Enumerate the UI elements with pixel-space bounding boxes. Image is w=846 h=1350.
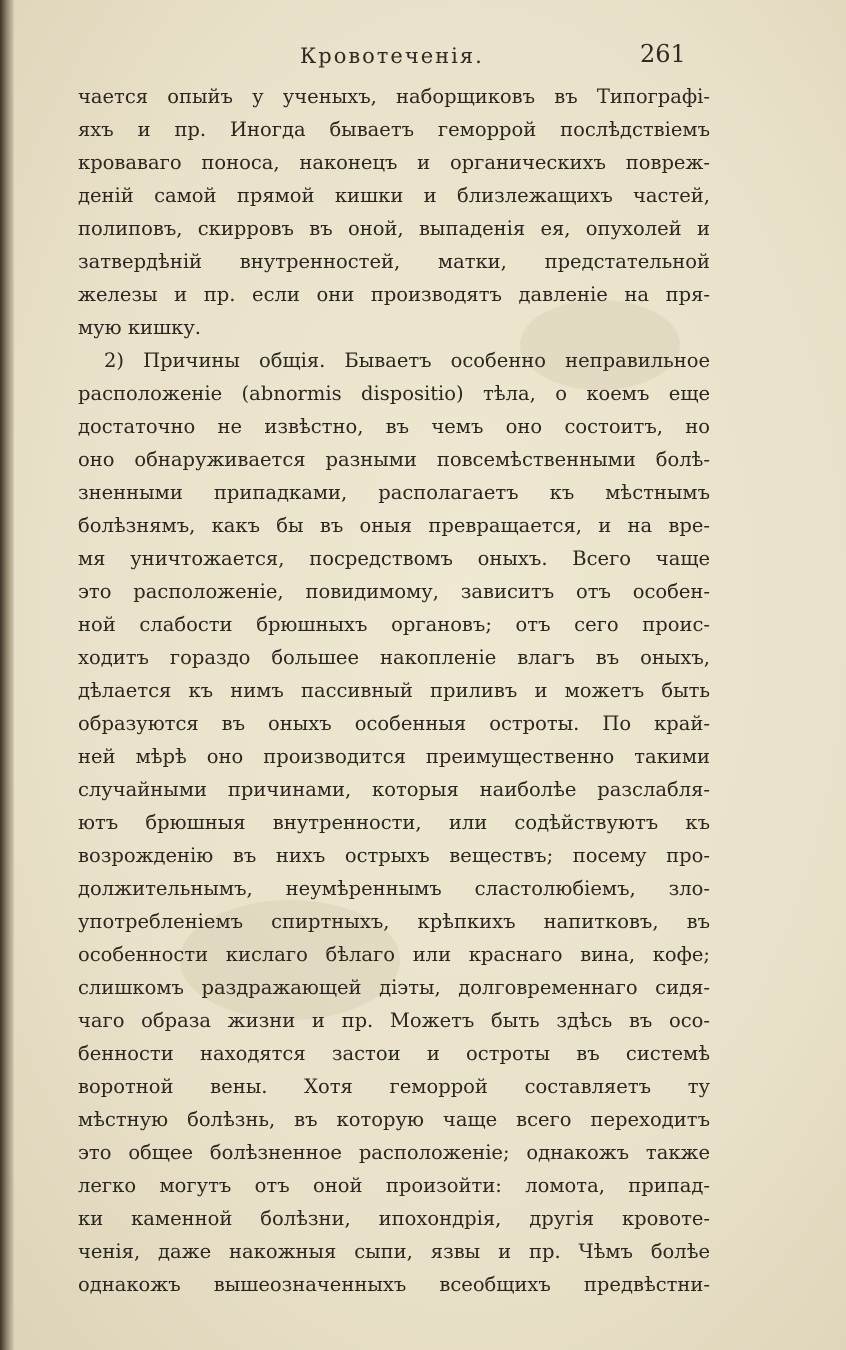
text-line: ной слабости брюшныхъ органовъ; отъ сего проис-	[78, 613, 710, 636]
text-line: слишкомъ раздражающей діэты, долговременнаго сидя-	[78, 976, 710, 999]
text-line: зненными припадками, располагаетъ къ мѣстнымъ	[78, 481, 710, 504]
text-line: случайными причинами, которыя наиболѣе разслабля-	[78, 778, 710, 801]
subsection-line: 2) Причины общія. Бываетъ особенно неправильное	[104, 349, 710, 372]
text-line: мѣстную болѣзнь, въ которую чаще всего переходитъ	[78, 1108, 710, 1131]
text-line: ки каменной болѣзни, ипохондрія, другія кровоте-	[78, 1207, 710, 1230]
text-line: деній самой прямой кишки и близлежащихъ частей,	[78, 184, 710, 207]
text-line: ченія, даже накожныя сыпи, язвы и пр. Чѣмъ болѣе	[78, 1240, 710, 1263]
text-line: это расположеніе, повидимому, зависитъ отъ особен-	[78, 580, 710, 603]
page-number: 261	[640, 40, 686, 68]
text-line: железы и пр. если они производятъ давленіе на пря-	[78, 283, 710, 306]
text-line: ней мѣрѣ оно производится преимущественно такими	[78, 745, 710, 768]
text-line: кроваваго поноса, наконецъ и органическихъ повреж-	[78, 151, 710, 174]
text-line: однакожъ вышеозначенныхъ всеобщихъ предвѣстни-	[78, 1273, 710, 1296]
text-line: чается опыйъ у ученыхъ, наборщиковъ въ Типографі-	[78, 85, 710, 108]
text-line: болѣзнямъ, какъ бы въ оныя превращается, и на вре-	[78, 514, 710, 537]
book-spine-shadow	[0, 0, 14, 1350]
text-line: оно обнаруживается разными повсемѣственными болѣ-	[78, 448, 710, 471]
text-line: воротной вены. Хотя геморрой составляетъ ту	[78, 1075, 710, 1098]
running-head-title: Кровотеченія.	[300, 44, 484, 68]
text-line: бенности находятся застои и остроты въ системѣ	[78, 1042, 710, 1065]
text-line: мую кишку.	[78, 316, 201, 339]
text-line: употребленіемъ спиртныхъ, крѣпкихъ напитковъ, въ	[78, 910, 710, 933]
body-text	[78, 80, 710, 1301]
text-line: должительнымъ, неумѣреннымъ сластолюбіемъ, зло-	[78, 877, 710, 900]
text-line: мя уничтожается, посредствомъ оныхъ. Всего чаще	[78, 547, 710, 570]
text-line: особенности кислаго бѣлаго или краснаго вина, кофе;	[78, 943, 710, 966]
text-line: ютъ брюшныя внутренности, или содѣйствуютъ къ	[78, 811, 710, 834]
text-line: затвердѣній внутренностей, матки, предстательной	[78, 250, 710, 273]
text-line: чаго образа жизни и пр. Можетъ быть здѣсь въ осо-	[78, 1009, 710, 1032]
text-line: образуются въ оныхъ особенныя остроты. По край-	[78, 712, 710, 735]
text-line: дѣлается къ нимъ пассивный приливъ и можетъ быть	[78, 679, 710, 702]
text-line: достаточно не извѣстно, въ чемъ оно состоитъ, но	[78, 415, 710, 438]
text-line: полиповъ, скирровъ въ оной, выпаденія ея, опухолей и	[78, 217, 710, 240]
text-line: возрожденію въ нихъ острыхъ веществъ; посему про-	[78, 844, 710, 867]
text-line: это общее болѣзненное расположеніе; однакожъ также	[78, 1141, 710, 1164]
text-line: легко могутъ отъ оной произойти: ломота, припад-	[78, 1174, 710, 1197]
text-line: расположеніе (abnormis dispositio) тѣла, о коемъ еще	[78, 382, 710, 405]
text-line: ходитъ гораздо большее накопленіе влагъ въ оныхъ,	[78, 646, 710, 669]
text-line: яхъ и пр. Иногда бываетъ геморрой послѣдствіемъ	[78, 118, 710, 141]
